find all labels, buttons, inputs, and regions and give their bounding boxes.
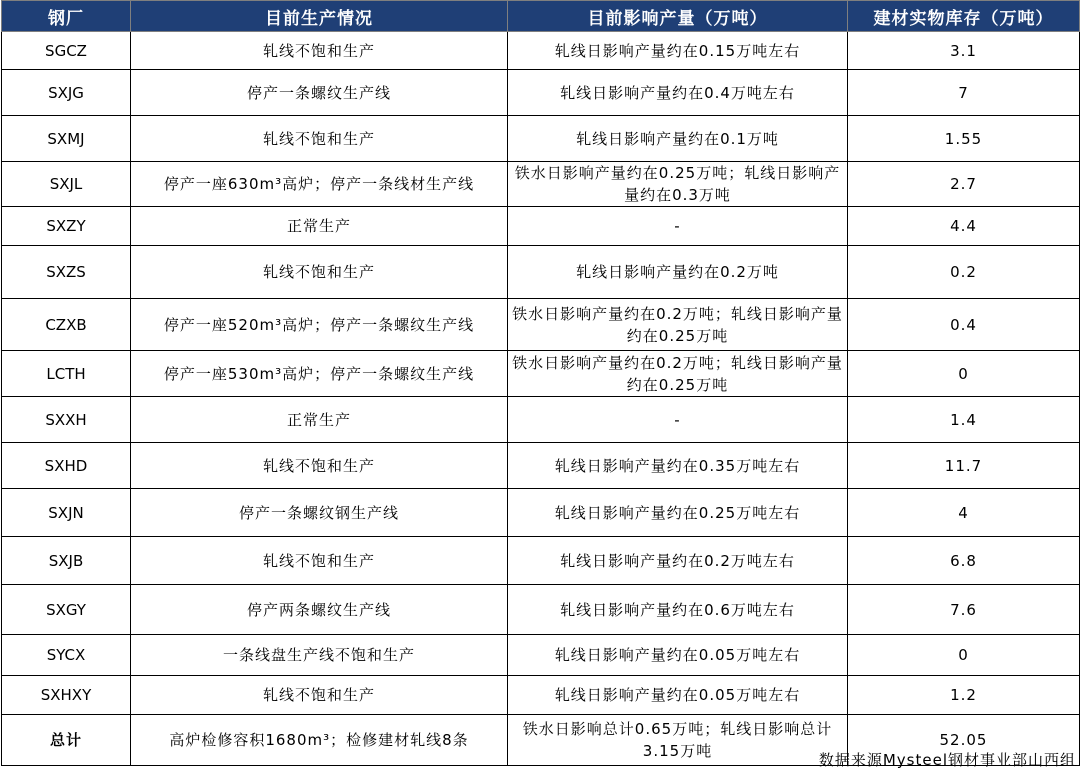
cell-mill: SXJL (2, 162, 131, 207)
cell-mill: SXHD (2, 443, 131, 489)
header-row (2, 1, 1080, 32)
cell-mill: SXMJ (2, 116, 131, 162)
table-row (2, 246, 1080, 299)
table-row (2, 585, 1080, 635)
table-row (2, 299, 1080, 351)
cell-status: 停产两条螺纹生产线 (131, 585, 508, 635)
header-inventory: 建材实物库存（万吨） (848, 1, 1080, 32)
data-source-note: 数据来源Mysteel钢材事业部山西组 (818, 751, 1076, 769)
cell-mill: SXJN (2, 489, 131, 537)
cell-inventory: 7 (848, 70, 1080, 116)
header-status: 目前生产情况 (131, 1, 508, 32)
cell-impact: - (508, 207, 848, 246)
cell-status: 轧线不饱和生产 (131, 116, 508, 162)
table-row (2, 70, 1080, 116)
cell-mill: SXHXY (2, 676, 131, 715)
cell-status: 停产一条螺纹生产线 (131, 70, 508, 116)
table-body (2, 32, 1080, 715)
cell-impact: 轧线日影响产量约在0.05万吨左右 (508, 676, 848, 715)
cell-status: 停产一条螺纹钢生产线 (131, 489, 508, 537)
cell-inventory: 1.2 (848, 676, 1080, 715)
cell-inventory: 0 (848, 635, 1080, 676)
cell-impact: 轧线日影响产量约在0.2万吨 (508, 246, 848, 299)
cell-impact: 轧线日影响产量约在0.1万吨 (508, 116, 848, 162)
cell-impact: 轧线日影响产量约在0.05万吨左右 (508, 635, 848, 676)
table-row (2, 443, 1080, 489)
cell-inventory: 4.4 (848, 207, 1080, 246)
table-row (2, 207, 1080, 246)
cell-status: 一条线盘生产线不饱和生产 (131, 635, 508, 676)
cell-impact: 轧线日影响产量约在0.15万吨左右 (508, 32, 848, 70)
steel-mill-table (1, 0, 1080, 766)
table-row (2, 489, 1080, 537)
cell-status: 轧线不饱和生产 (131, 246, 508, 299)
cell-impact: - (508, 397, 848, 443)
cell-impact: 轧线日影响产量约在0.25万吨左右 (508, 489, 848, 537)
cell-impact: 铁水日影响产量约在0.25万吨；轧线日影响产量约在0.3万吨 (508, 162, 848, 207)
table-row (2, 162, 1080, 207)
cell-inventory: 7.6 (848, 585, 1080, 635)
cell-status: 轧线不饱和生产 (131, 32, 508, 70)
cell-inventory: 2.7 (848, 162, 1080, 207)
header-impact: 目前影响产量（万吨） (508, 1, 848, 32)
cell-mill: SGCZ (2, 32, 131, 70)
cell-impact: 轧线日影响产量约在0.6万吨左右 (508, 585, 848, 635)
cell-mill: SXZY (2, 207, 131, 246)
table-row (2, 635, 1080, 676)
cell-impact: 铁水日影响产量约在0.2万吨；轧线日影响产量约在0.25万吨 (508, 351, 848, 397)
cell-impact: 轧线日影响产量约在0.35万吨左右 (508, 443, 848, 489)
total-status: 高炉检修容积1680m³；检修建材轧线8条 (131, 715, 508, 766)
cell-mill: SXJB (2, 537, 131, 585)
cell-inventory: 4 (848, 489, 1080, 537)
cell-mill: SYCX (2, 635, 131, 676)
cell-inventory: 1.55 (848, 116, 1080, 162)
cell-impact: 轧线日影响产量约在0.4万吨左右 (508, 70, 848, 116)
cell-mill: SXJG (2, 70, 131, 116)
cell-status: 轧线不饱和生产 (131, 676, 508, 715)
table-row (2, 32, 1080, 70)
cell-mill: SXZS (2, 246, 131, 299)
header-mill: 钢厂 (2, 1, 131, 32)
cell-status: 轧线不饱和生产 (131, 443, 508, 489)
table-row (2, 537, 1080, 585)
cell-inventory: 0 (848, 351, 1080, 397)
cell-mill: SXXH (2, 397, 131, 443)
cell-status: 正常生产 (131, 207, 508, 246)
cell-status: 停产一座530m³高炉；停产一条螺纹生产线 (131, 351, 508, 397)
total-label: 总计 (2, 715, 131, 766)
cell-inventory: 0.4 (848, 299, 1080, 351)
table-row (2, 116, 1080, 162)
table-row (2, 351, 1080, 397)
cell-status: 停产一座630m³高炉；停产一条线材生产线 (131, 162, 508, 207)
table-row (2, 676, 1080, 715)
cell-status: 正常生产 (131, 397, 508, 443)
cell-inventory: 11.7 (848, 443, 1080, 489)
cell-status: 停产一座520m³高炉；停产一条螺纹生产线 (131, 299, 508, 351)
total-inventory: 52.05 (848, 715, 1080, 766)
cell-status: 轧线不饱和生产 (131, 537, 508, 585)
cell-mill: SXGY (2, 585, 131, 635)
table-row (2, 397, 1080, 443)
cell-inventory: 3.1 (848, 32, 1080, 70)
total-impact: 铁水日影响总计0.65万吨；轧线日影响总计3.15万吨 (508, 715, 848, 766)
cell-inventory: 6.8 (848, 537, 1080, 585)
cell-mill: CZXB (2, 299, 131, 351)
cell-impact: 轧线日影响产量约在0.2万吨左右 (508, 537, 848, 585)
cell-inventory: 0.2 (848, 246, 1080, 299)
cell-impact: 铁水日影响产量约在0.2万吨；轧线日影响产量约在0.25万吨 (508, 299, 848, 351)
cell-inventory: 1.4 (848, 397, 1080, 443)
cell-mill: LCTH (2, 351, 131, 397)
